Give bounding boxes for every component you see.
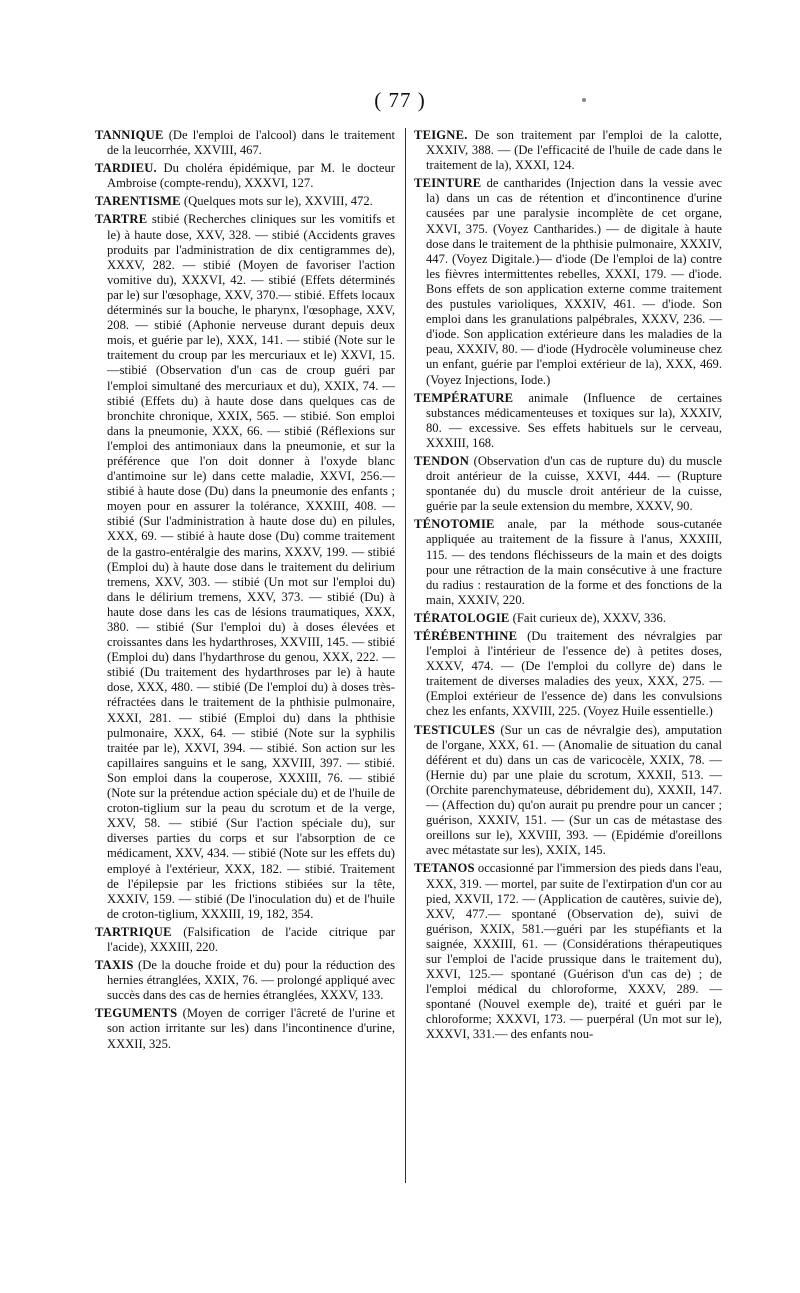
entry-headword: TÉRÉBENTHINE (414, 629, 518, 643)
index-entry (95, 925, 395, 955)
index-entry (95, 958, 395, 1003)
entry-headword: TEMPÉRATURE (414, 390, 514, 405)
entry-headword: TARDIEU. (95, 161, 157, 176)
entry-headword: TEIGNE. (414, 128, 468, 142)
entry-text: de cantharides (Injection dans la vessie avec la) dans un cas de rétention et d'incontinence d'urine causées par une paralysie incomplète de cet organe, XXVI, 375. (Voyez Cantharides.) — de digitale à haute dose dans le traitement de la phthisie pulmonaire, XXXIV, 447. (Voyez Digitale.)— d'iode (De l'emploi de la) contre les fièvres intermittentes rebelles, XXXI, 179. — d'iode. Bons effets de son application externe comme traitement des pustules varioliques, XXXIV, 461. — d'iode. Son emploi dans les granulations palpébrales, XXXV, 236. — d'iode. Son application extérieure dans les maladies de la peau, XXXIV, 80. — d'iode (Hydrocèle volumineuse chez un enfant, guérie par l'emploi extérieur de la), XXX, 469. (Voyez Injections, Iode.) (426, 176, 722, 387)
index-entry (414, 723, 722, 859)
index-entry (95, 161, 395, 191)
entry-text: (Quelques mots sur le), XXVIII, 472. (183, 194, 373, 209)
index-entry (414, 176, 722, 387)
index-entry (414, 517, 722, 608)
ink-speck (582, 98, 586, 102)
entry-headword: TÉNOTOMIE (414, 517, 495, 532)
entry-text: (Falsification de l'acide citrique par l'acide), XXXIII, 220. (107, 924, 395, 954)
index-entry (414, 128, 722, 173)
entry-headword: TENDON (414, 453, 470, 468)
page-number: ( 77 ) (374, 88, 426, 112)
entry-headword: TAXIS (95, 958, 134, 973)
index-entry (414, 861, 722, 1042)
index-entry (414, 391, 722, 451)
index-entry (414, 454, 722, 514)
entry-text: (Observation d'un cas de rupture du) du muscle droit antérieur de la cuisse, XXVI, 444. — (Rupture spontanée du) du muscle droit antérieur de la cuisse, guérie par la seule extension du membre, XXXV, 90. (426, 453, 722, 514)
entry-text: (Fait curieux de), XXXV, 336. (512, 610, 666, 625)
index-entry (95, 1006, 395, 1051)
entry-text: De son traitement par l'emploi de la calotte, XXXIV, 388. — (De l'efficacité de l'huile de cade dans le traitement de la), XXXI, 124. (426, 128, 722, 173)
entry-headword: TÉRATOLOGIE (414, 610, 510, 625)
entry-text: (De la douche froide et du) pour la réduction des hernies étranglées, XXIX, 76. — prolongé appliqué avec succès dans des cas de hernies étranglées, XXXV, 133. (107, 958, 395, 1003)
entry-headword: TARTRE (95, 212, 148, 227)
entry-text: (Moyen de corriger l'âcreté de l'urine et son action irritante sur les) dans l'incontinence d'urine, XXXII, 325. (107, 1006, 395, 1051)
entry-headword: TEINTURE (414, 176, 482, 191)
entry-text: Du choléra épidémique, par M. le docteur Ambroise (compte-rendu), XXXVI, 127. (107, 161, 395, 191)
entry-headword: TESTICULES (414, 722, 496, 737)
entry-headword: TEGUMENTS (95, 1006, 178, 1021)
entry-headword: TARTRIQUE (95, 924, 172, 939)
right-column (414, 128, 722, 1046)
index-entry (414, 611, 722, 626)
entry-text: anale, par la méthode sous-cutanée appliquée au traitement de la fissure à l'anus, XXXIII, 115. — des tendons fléchisseurs de la main et des doigts pour une rétraction de la main consécutive à une fracture du radius : restauration de la forme et des fonctions de la main, XXXIV, 220. (426, 517, 722, 607)
column-divider (405, 128, 406, 1183)
entry-text: animale (Influence de certaines substances médicamenteuses et toxiques sur la), XXXIV, 80. — excessive. Ses effets habituels sur le cerveau, XXXIII, 168. (426, 390, 722, 450)
entry-text: stibié (Recherches cliniques sur les vomitifs et le) à haute dose, XXV, 328. — stibié (Accidents graves produits par l'administration de dix centigrammes de), XXXV, 282. — stibié (Moyen de favoriser l'action vomitive du), XXXVI, 42. — stibié (Effets déterminés par le) sur l'œsophage, XXV, 370.— stibié. Effets locaux déterminés sur la bouche, le pharynx, l'œsophage, XXV, 208. — stibié (Aphonie nerveuse durant depuis deux mois, et guérie par le), XXX, 141. — stibié (Note sur le traitement du croup par les mercuriaux et le) XXVI, 15.—stibié (Observation d'un cas de croup guéri par l'emploi simultané des mercuriaux et du), XXIX, 74. — stibié (Effets du) à haute dose dans quelques cas de bronchite chronique, XXIX, 565. — stibié. Son emploi dans la pneumonie, XXX, 66. — stibié (Réflexions sur l'emploi des antimoniaux dans la pneumonie, et sur la préférence que l'on doit donner à l'oxyde blanc d'antimoine sur le) dans cette maladie, XXVI, 256.—stibié à haute dose (Du) dans la pneumonie des enfants ; moyen pour en assurer la tolérance, XXXIII, 408. — stibié (Sur l'administration à haute dose du) en pilules, XXX, 69. — stibié à haute dose (Du) comme traitement de la gastro-entéralgie des marins, XXXV, 199. — stibié (Emploi du) à haute dose dans le traitement du delirium tremens, XXV, 303. — stibié (Un mot sur l'emploi du) dans le délirium tremens, XXV, 373. — stibié (Du) à haute dose dans les cas de lésions traumatiques, XXX, 380. — stibié (Sur l'emploi du) à doses élevées et croissantes dans les hydarthroses, XXVIII, 145. — stibié (Emploi du) dans l'hydarthrose du genou, XXX, 222. — stibié (Du traitement des hydarthroses par le) à haute dose, XXX, 480. — stibié (De l'emploi du) à doses très-réfractées dans le traitement de la phthisie pulmonaire, XXXI, 281. — stibié (Emploi du) dans la phthisie pulmonaire, XXX, 64. — stibié (Note sur la syphilis traitée par le), XXVI, 394. — stibié. Son action sur les capillaires sanguins et le sang, XXVIII, 397. — stibié. Son emploi dans la couperose, XXXIII, 76. — stibié (Note sur la prétendue action spéciale du) et de l'huile de croton-tiglium sur la peau du scrotum et de la verge, XXV, 58. — stibié (Sur l'action spéciale du), sur diverses parties du corps et sur l'absorption de ce médicament, XXV, 434. — stibié (Note sur les effets du) employé à l'extérieur, XXX, 182. — stibié. Traitement de l'épilepsie par les frictions stibiées sur la tête, XXXIV, 159. — stibié (De l'inoculation du) et de l'huile de croton-tiglium, XXXIII, 19, 182, 354. (107, 212, 395, 921)
entry-text: (Sur un cas de névralgie des), amputation de l'organe, XXX, 61. — (Anomalie de situation du canal déférent et du) dans un cas de varicocèle, XXIX, 78. — (Hernie du) par une plaie du scrotum, XXXII, 513. — (Orchite parenchymateuse, débridement du), XXXII, 147. — (Affection du) qu'on aurait pu prendre pour un cancer ; guérison, XXXIV, 151. — (Sur un cas de métastase des oreillons sur le), XXVIII, 393. — (Epidémie d'oreillons avec métastate sur les), XXIX, 145. (426, 722, 723, 858)
entry-text: (Du traitement des névralgies par l'emploi à l'intérieur de l'essence de) à petites doses, XXXV, 474. — (De l'emploi du collyre de) dans le traitement de diverses maladies des yeux, XXX, 275. — (Emploi extérieur de l'essence de) dans les convulsions chez les enfants, XXVIII, 225. (Voyez Huile essentielle.) (426, 629, 722, 719)
entry-headword: TETANOS (414, 861, 475, 876)
index-entry (95, 212, 395, 921)
index-entry (95, 128, 395, 158)
entry-headword: TANNIQUE (95, 128, 164, 142)
entry-text: occasionné par l'immersion des pieds dans l'eau, XXX, 319. — mortel, par suite de l'extirpation d'un cor au pied, XXVII, 172. — (Application de cautères, suivie de), XXV, 477.— spontané (Observation de), suivi de guérison, XXIX, 581.—guéri par les stupéfiants et la saignée, XXXIII, 61. — (Considérations thérapeutiques sur l'emploi de l'acide prussique dans le traitement du), XXVI, 125.— spontané (Guérison d'un cas de) ; de l'emploi médical du chloroforme, XXXV, 289. — spontané (Nouvel exemple de), traité et guéri par le chloroforme; XXXVI, 173. — puerpéral (Un mot sur le), XXXVI, 331.— des enfants nou- (426, 861, 722, 1042)
entry-text: (De l'emploi de l'alcool) dans le traitement de la leucorrhée, XXVIII, 467. (107, 128, 395, 158)
index-entry (414, 629, 722, 720)
index-entry (95, 194, 395, 209)
entry-headword: TARENTISME (95, 194, 181, 209)
left-column (95, 128, 395, 1055)
